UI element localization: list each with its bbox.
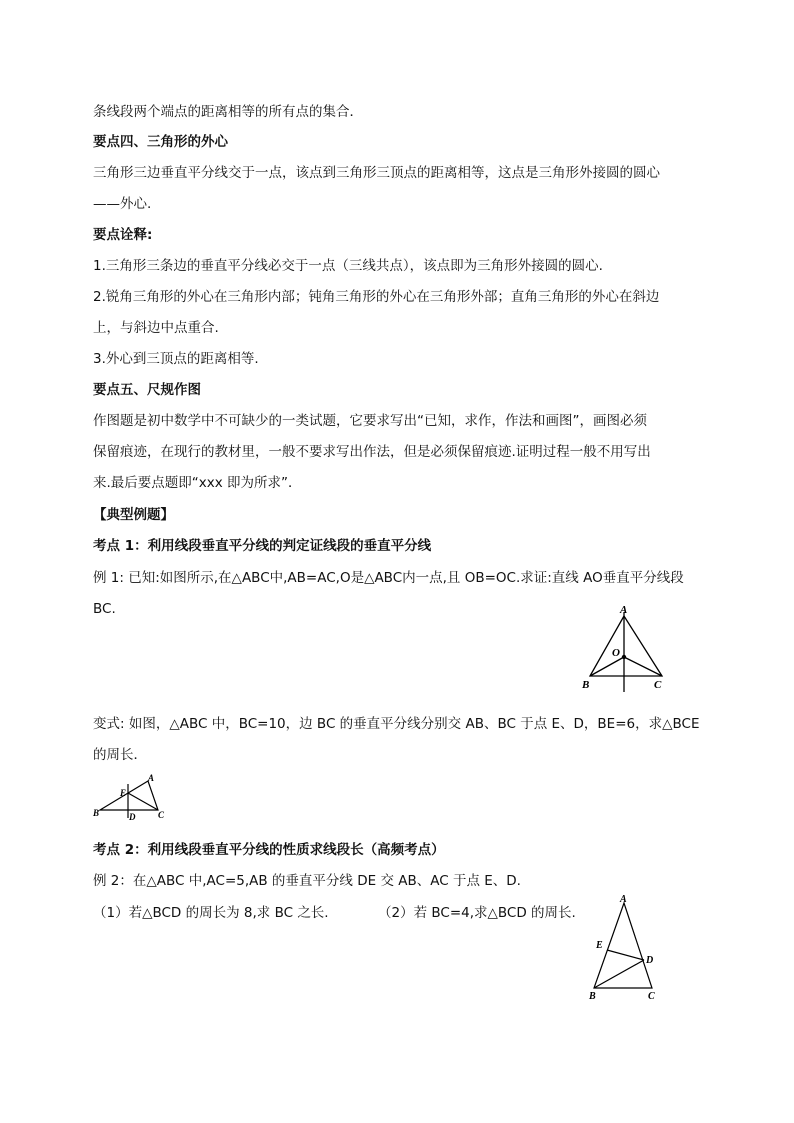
label-a: A bbox=[620, 894, 627, 905]
text-line: 三角形三边垂直平分线交于一点，该点到三角形三顶点的距离相等，这点是三角形外接圆的圆心 bbox=[93, 165, 660, 181]
question-1: （1）若△BCD 的周长为 8,求 BC 之长. bbox=[93, 905, 329, 921]
explain-heading: 要点诠释: bbox=[93, 227, 153, 243]
section-heading-4: 要点四、三角形的外心 bbox=[93, 134, 228, 150]
text-line: 作图题是初中数学中不可缺少的一类试题，它要求写出“已知，求作，作法和画图”，画图必须 bbox=[93, 413, 647, 429]
label-a: A bbox=[620, 604, 628, 616]
text-line: 的周长． bbox=[93, 747, 147, 763]
figure-triangle-ade bbox=[584, 890, 674, 1006]
topic-1-heading: 考点 1：利用线段垂直平分线的判定证线段的垂直平分线 bbox=[93, 538, 432, 554]
label-e: E bbox=[120, 788, 127, 798]
text-line: BC. bbox=[93, 601, 116, 617]
question-2: （2）若 BC=4,求△BCD 的周长. bbox=[378, 905, 576, 921]
label-b: B bbox=[589, 991, 596, 1002]
text-line: 条线段两个端点的距离相等的所有点的集合． bbox=[93, 104, 363, 120]
text-line: 变式: 如图，△ABC 中，BC=10，边 BC 的垂直平分线分别交 AB、BC 于点 E、D，BE=6，求△BCE bbox=[93, 716, 700, 732]
label-b: B bbox=[93, 808, 100, 818]
label-e: E bbox=[596, 940, 603, 951]
text-line: 3.外心到三顶点的距离相等. bbox=[93, 351, 259, 367]
examples-heading: 【典型例题】 bbox=[93, 507, 174, 523]
text-line: 例 1: 已知:如图所示,在△ABC中,AB=AC,O是△ABC内一点,且 OB=OC.求证:直线 AO垂直平分线段 bbox=[93, 570, 684, 586]
text-line: 例 2：在△ABC 中,AC=5,AB 的垂直平分线 DE 交 AB、AC 于点 E、D. bbox=[93, 873, 521, 889]
label-c: C bbox=[158, 810, 165, 820]
figure-triangle-bce bbox=[90, 770, 170, 824]
label-a: A bbox=[148, 773, 155, 783]
text-line: ——外心. bbox=[93, 196, 152, 212]
text-line: 来.最后要点题即“xxx 即为所求”． bbox=[93, 475, 302, 491]
text-line: 1.三角形三条边的垂直平分线必交于一点（三线共点），该点即为三角形外接圆的圆心. bbox=[93, 258, 603, 274]
text-line: 保留痕迹，在现行的教材里，一般不要求写出作法，但是必须保留痕迹.证明过程一般不用写出 bbox=[93, 444, 651, 460]
label-d: D bbox=[646, 955, 654, 966]
section-heading-5: 要点五、尺规作图 bbox=[93, 382, 201, 398]
figure-triangle-abc-o bbox=[578, 602, 688, 694]
text-line: 2.锐角三角形的外心在三角形内部；钝角三角形的外心在三角形外部；直角三角形的外心在斜边 bbox=[93, 289, 660, 305]
label-b: B bbox=[582, 679, 590, 691]
label-o: O bbox=[612, 647, 620, 659]
label-d: D bbox=[129, 812, 136, 822]
topic-2-heading: 考点 2：利用线段垂直平分线的性质求线段长（高频考点） bbox=[93, 842, 445, 858]
label-c: C bbox=[648, 991, 655, 1002]
label-c: C bbox=[654, 679, 662, 691]
text-line: 上，与斜边中点重合. bbox=[93, 320, 219, 336]
